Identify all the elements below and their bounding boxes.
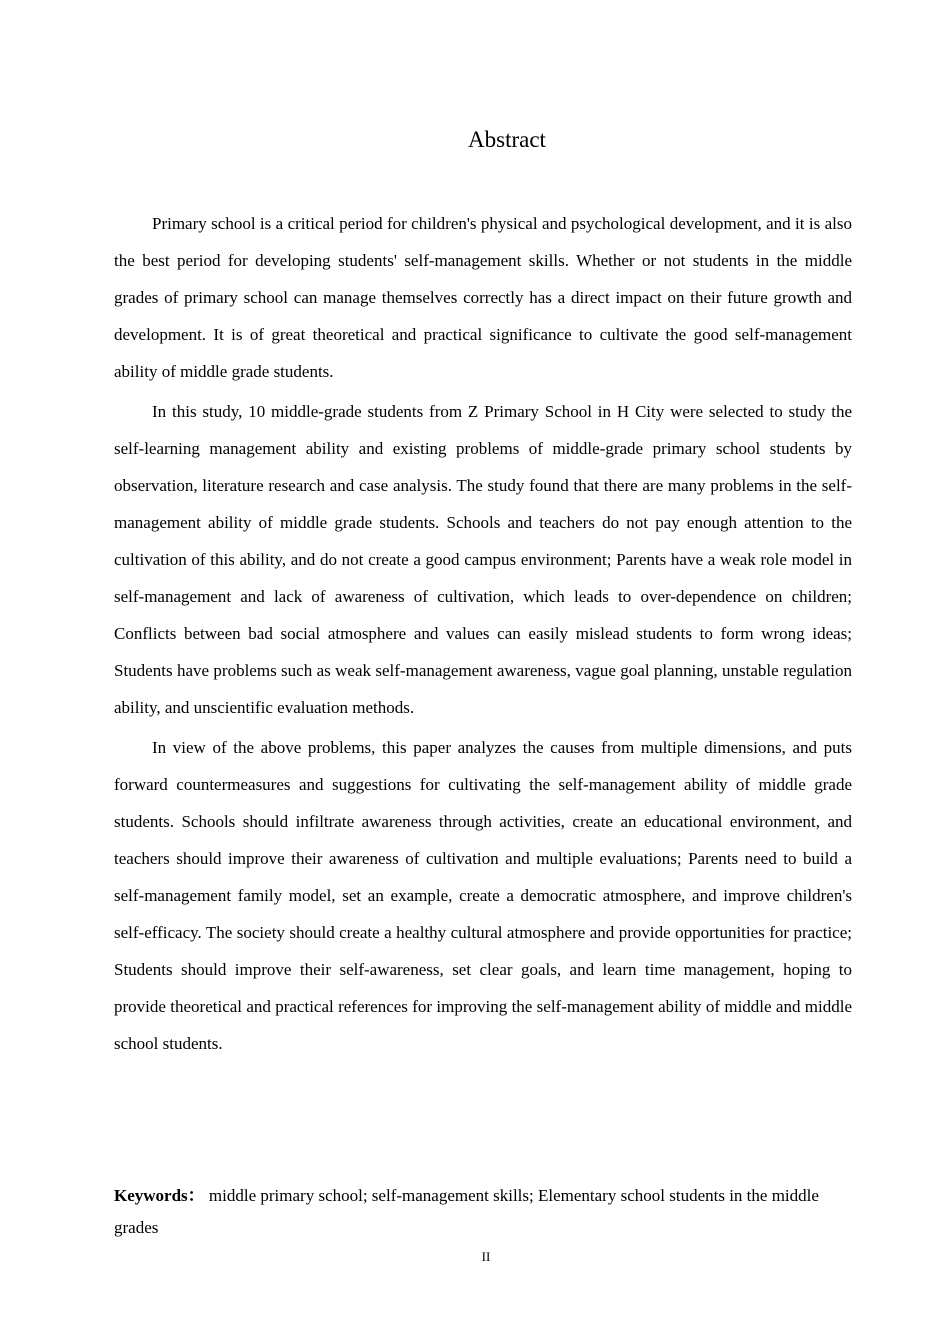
keywords-label: Keywords： <box>114 1186 205 1205</box>
abstract-title: Abstract <box>468 127 546 152</box>
keywords-text: middle primary school; self-management skills; Elementary school students in the middle grades <box>114 1186 819 1237</box>
abstract-body <box>114 205 852 1065</box>
keywords-line <box>114 1180 852 1244</box>
abstract-paragraph-1: Primary school is a critical period for children's physical and psychological development, and it is also the best period for developing students' self-management skills. Whether or not students in the middle grades of primary school can manage themselves correctly has a direct impact on their future growth and development. It is of great theoretical and practical significance to cultivate the good self-management ability of middle grade students. <box>114 214 852 381</box>
abstract-paragraph-3: In view of the above problems, this paper analyzes the causes from multiple dimensions, and puts forward countermeasures and suggestions for cultivating the self-management ability of middle grade students. Schools should infiltrate awareness through activities, create an educational environment, and teachers should improve their awareness of cultivation and multiple evaluations; Parents need to build a self-management family model, set an example, create a democratic atmosphere, and improve children's self-efficacy. The society should create a healthy cultural atmosphere and provide opportunities for practice; Students should improve their self-awareness, set clear goals, and learn time management, hoping to provide theoretical and practical references for improving the self-management ability of middle and middle school students. <box>114 738 852 1053</box>
page-number: II <box>481 1249 491 1264</box>
abstract-paragraph-2: In this study, 10 middle-grade students from Z Primary School in H City were selected to study the self-learning management ability and existing problems of middle-grade primary school students by observation, literature research and case analysis. The study found that there are many problems in the self-management ability of middle grade students. Schools and teachers do not pay enough attention to the cultivation of this ability, and do not create a good campus environment; Parents have a weak role model in self-management and lack of awareness of cultivation, which leads to over-dependence on children; Conflicts between bad social atmosphere and values can easily mislead students to form wrong ideas; Students have problems such as weak self-management awareness, vague goal planning, unstable regulation ability, and unscientific evaluation methods. <box>114 402 852 717</box>
